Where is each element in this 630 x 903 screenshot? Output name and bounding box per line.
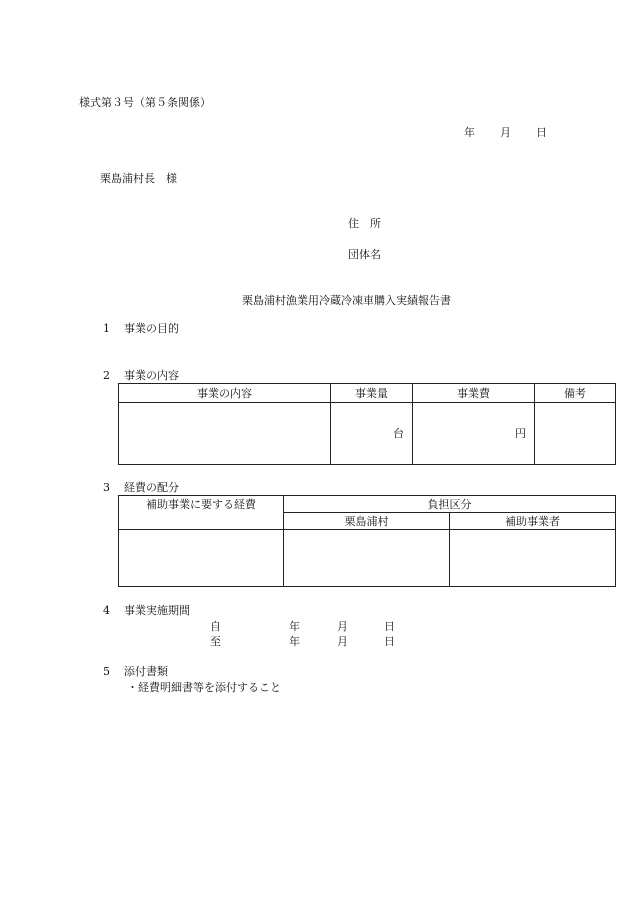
period-to-day: 日	[384, 635, 395, 648]
period-from-month: 月	[337, 620, 348, 633]
section-2-number: 2	[103, 369, 110, 382]
section-5-label: 添付書類	[124, 665, 168, 678]
cell-remarks	[535, 403, 616, 465]
section-1-number: 1	[103, 322, 110, 335]
cell-subsidy-cost	[119, 530, 284, 587]
section-5-number: 5	[103, 665, 110, 678]
period-from-day: 日	[384, 620, 395, 633]
header-cost: 事業費	[413, 384, 535, 403]
section-3-label: 経費の配分	[124, 481, 179, 494]
business-content-table	[118, 383, 616, 465]
header-operator: 補助事業者	[450, 513, 616, 530]
header-village: 栗島浦村	[284, 513, 450, 530]
section-3-number: 3	[103, 481, 110, 494]
address-label: 住 所	[348, 217, 381, 230]
document-title: 栗島浦村漁業用冷蔵冷凍車購入実績報告書	[242, 294, 451, 307]
period-to-label: 至	[210, 635, 221, 648]
date-year: 年	[464, 126, 475, 139]
date-day: 日	[536, 126, 547, 139]
header-quantity: 事業量	[331, 384, 413, 403]
cell-cost-unit: 円	[413, 403, 535, 465]
cost-allocation-table	[118, 495, 616, 587]
cell-content	[119, 403, 331, 465]
addressee: 栗島浦村長 様	[100, 172, 177, 185]
cell-quantity-unit: 台	[331, 403, 413, 465]
cell-village-share	[284, 530, 450, 587]
period-to-month: 月	[337, 635, 348, 648]
header-subsidy-cost: 補助事業に要する経費	[119, 496, 284, 530]
section-4-label: 事業実施期間	[124, 604, 190, 617]
section-1-label: 事業の目的	[124, 322, 179, 335]
cell-operator-share	[450, 530, 616, 587]
attachment-note: ・経費明細書等を添付すること	[127, 681, 281, 694]
date-month: 月	[500, 126, 511, 139]
period-from-year: 年	[289, 620, 300, 633]
section-2-label: 事業の内容	[124, 369, 179, 382]
organization-label: 団体名	[348, 248, 381, 261]
period-to-year: 年	[289, 635, 300, 648]
period-from-label: 自	[210, 620, 221, 633]
header-content: 事業の内容	[119, 384, 331, 403]
section-4-number: 4	[103, 604, 110, 617]
header-remarks: 備考	[535, 384, 616, 403]
header-burden-division: 負担区分	[284, 496, 616, 513]
form-number: 様式第３号（第５条関係）	[79, 96, 211, 109]
